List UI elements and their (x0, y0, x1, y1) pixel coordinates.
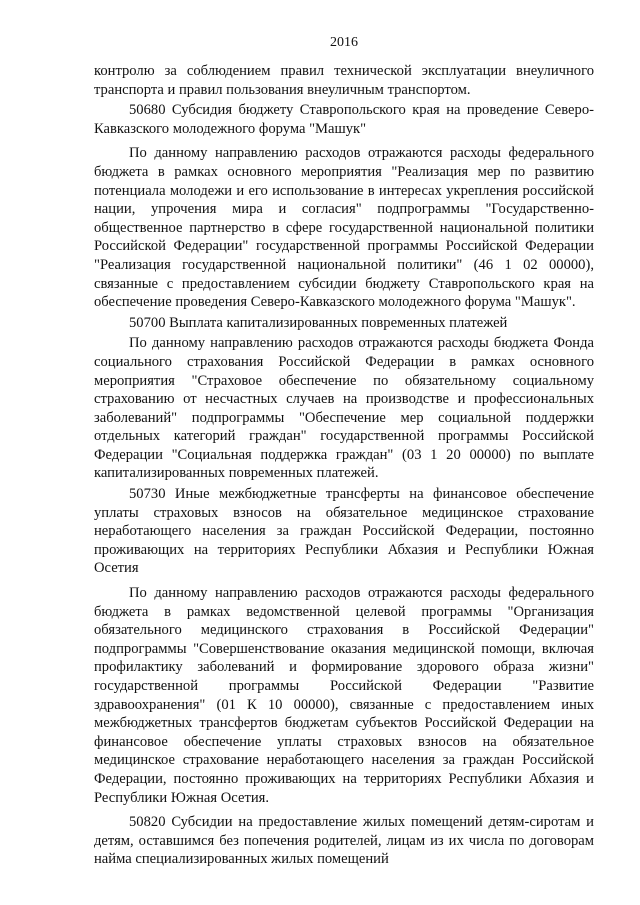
paragraph-continuation: контролю за соблюдением правил технической эксплуатации внеуличного транспорта и правил пользования внеуличным транспортом. (94, 63, 594, 98)
paragraph-50680-description: По данному направлению расходов отражаются расходы федерального бюджета в рамках основного мероприятия "Реализация мер по развитию потенциала молодежи и его использование в интересах укрепления российской нации, упрочения мира и согласия" подпрограммы "Государственно-общественное партнерство в сфере государственной национальной политики Российской Федерации" государственной программы Российской Федерации "Реализация государственной национальной политики" (46 1 02 00000), связанные с предоставлением субсидии бюджету Ставропольского края на обеспечение проведения Северо-Кавказского молодежного форума "Машук". (94, 145, 594, 311)
paragraph-50730-description: По данному направлению расходов отражаются расходы федерального бюджета в рамках ведомственной целевой программы "Организация обязательного медицинского страхования в Российской Федерации" подпрограммы "Совершенствование оказания медицинской помощи, включая профилактику заболеваний и формирование здорового образа жизни" государственной программы Российской Федерации "Развитие здравоохранения" (01 К 10 00000), связанные с предоставлением иных межбюджетных трансфертов бюджетам субъектов Российской Федерации на финансовое обеспечение уплаты страховых взносов на обязательное медицинское страхование неработающего населения за граждан Российской Федерации, постоянно проживающих на территориях Республики Абхазия и Республики Южная Осетия. (94, 585, 594, 806)
section-heading-50730: 50730 Иные межбюджетные трансферты на финансовое обеспечение уплаты страховых взносов на обязательное медицинское страхование неработающего населения за граждан Российской Федерации, постоянно проживающих на территориях Республики Абхазия и Республики Южная Осетия (94, 486, 594, 577)
page-number: 2016 (330, 35, 358, 50)
section-heading-50700: 50700 Выплата капитализированных повременных платежей (129, 314, 508, 331)
paragraph-50700-description: По данному направлению расходов отражаются расходы бюджета Фонда социального страхования Российской Федерации в рамках основного мероприятия "Страховое обеспечение по обязательному социальному страхованию от несчастных случаев на производстве и профессиональных заболеваний" подпрограммы "Обеспечение мер социальной поддержки отдельных категорий граждан" государственной программы Российской Федерации "Социальная поддержка граждан" (03 1 20 00000) по выплате капитализированных повременных платежей. (94, 335, 594, 482)
section-heading-50820: 50820 Субсидии на предоставление жилых помещений детям-сиротам и детям, оставшимся без попечения родителей, лицам из их числа по договорам найма специализированных жилых помещений (94, 814, 594, 868)
section-heading-50680: 50680 Субсидия бюджету Ставропольского края на проведение Северо-Кавказского молодежного форума "Машук" (94, 102, 594, 137)
